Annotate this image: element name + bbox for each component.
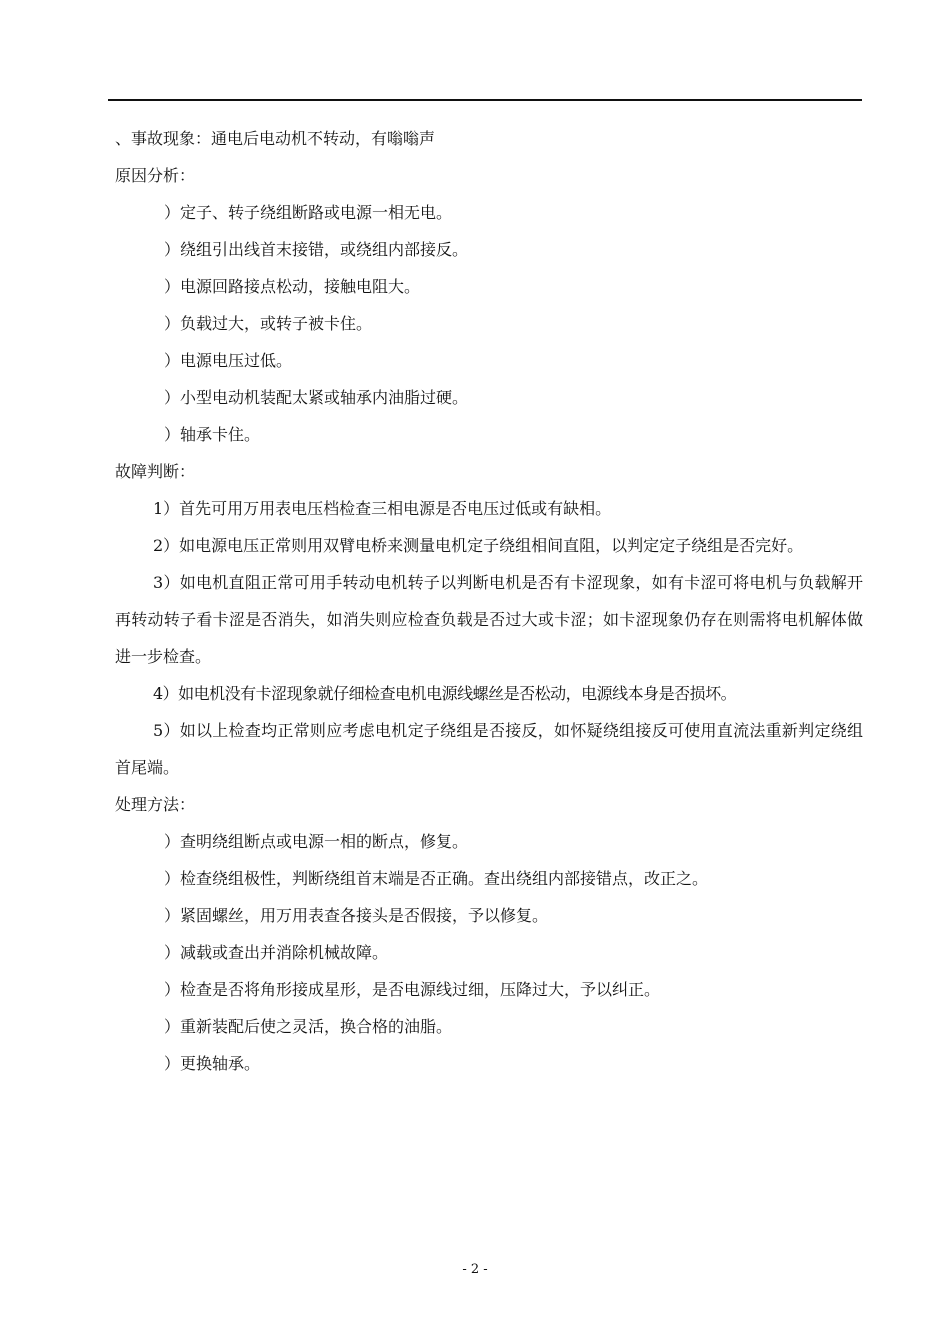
section-heading: 、事故现象：通电后电动机不转动，有嗡嗡声	[115, 129, 436, 148]
diagnosis-paragraph: 5）如以上检查均正常则应考虑电机定子绕组是否接反，如怀疑绕组接反可使用直流法重新判定绕组首尾端。	[115, 721, 863, 777]
treatment-item: ）检查绕组极性，判断绕组首末端是否正确。查出绕组内部接错点，改正之。	[164, 869, 709, 888]
treatment-item: ）重新装配后使之灵活，换合格的油脂。	[164, 1017, 453, 1036]
cause-item: ）定子、转子绕组断路或电源一相无电。	[164, 203, 453, 222]
treatment-item: ）减载或查出并消除机械故障。	[164, 943, 389, 962]
cause-item: ）电源电压过低。	[164, 351, 293, 370]
treatment-item: ）查明绕组断点或电源一相的断点，修复。	[164, 832, 469, 851]
treatment-title: 处理方法：	[115, 795, 196, 814]
cause-item: ）负载过大，或转子被卡住。	[164, 314, 373, 333]
header-rule	[108, 99, 862, 101]
diagnosis-paragraph: 3）如电机直阻正常可用手转动电机转子以判断电机是否有卡涩现象，如有卡涩可将电机与负载解开再转动转子看卡涩是否消失，如消失则应检查负载是否过大或卡涩；如卡涩现象仍存在则需将电机解体做进一步检查。	[115, 573, 863, 666]
treatment-item: ）紧固螺丝，用万用表查各接头是否假接，予以修复。	[164, 906, 549, 925]
page-number: - 2 -	[462, 1262, 488, 1277]
cause-item: ）小型电动机装配太紧或轴承内油脂过硬。	[164, 388, 469, 407]
cause-item: ）电源回路接点松动，接触电阻大。	[164, 277, 421, 296]
diagnosis-paragraph: 2）如电源电压正常则用双臂电桥来测量电机定子绕组相间直阻，以判定定子绕组是否完好。	[153, 536, 804, 555]
diagnosis-paragraph: 4）如电机没有卡涩现象就仔细检查电机电源线螺丝是否松动，电源线本身是否损坏。	[153, 684, 737, 703]
treatment-item: ）检查是否将角形接成星形，是否电源线过细，压降过大，予以纠正。	[164, 980, 661, 999]
treatment-item: ）更换轴承。	[164, 1054, 261, 1073]
diagnosis-title: 故障判断：	[115, 462, 196, 481]
document-body	[115, 120, 863, 1082]
cause-item: ）轴承卡住。	[164, 425, 261, 444]
cause-title: 原因分析：	[115, 166, 196, 185]
cause-item: ）绕组引出线首末接错，或绕组内部接反。	[164, 240, 469, 259]
diagnosis-paragraph: 1）首先可用万用表电压档检查三相电源是否电压过低或有缺相。	[153, 499, 612, 518]
